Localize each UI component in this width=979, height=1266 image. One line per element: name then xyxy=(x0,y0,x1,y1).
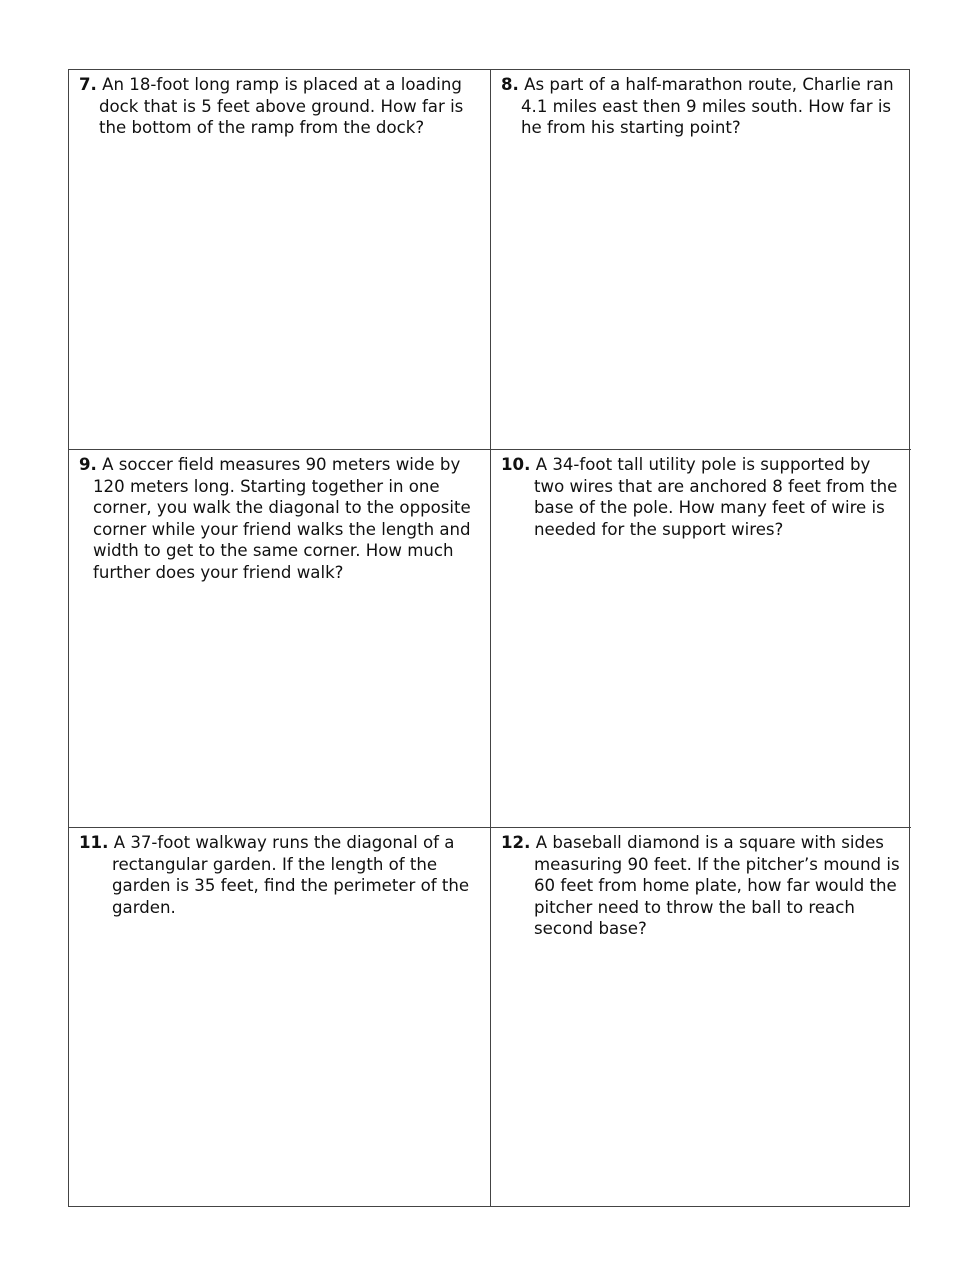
problem-number: 9. xyxy=(79,455,97,474)
problem-text: An 18-foot long ramp is placed at a loading dock that is 5 feet above ground. How far is the bottom of the ramp from the dock? xyxy=(99,75,464,137)
problem-cell-11 xyxy=(69,827,490,1206)
problem-10 xyxy=(501,454,901,540)
problem-12 xyxy=(501,832,901,940)
problem-cell-9 xyxy=(69,449,490,827)
problem-11 xyxy=(79,832,480,918)
problem-cell-8 xyxy=(490,70,911,449)
problem-number: 11. xyxy=(79,833,109,852)
problem-text: As part of a half-marathon route, Charlie ran 4.1 miles east then 9 miles south. How far is he from his starting point? xyxy=(521,75,894,137)
problem-grid xyxy=(68,69,910,1207)
problem-cell-10 xyxy=(490,449,911,827)
problem-7 xyxy=(79,74,480,139)
problem-text: A baseball diamond is a square with sides measuring 90 feet. If the pitcher’s mound is 60 feet from home plate, how far would the pitcher need to throw the ball to reach second base? xyxy=(534,833,900,938)
problem-cell-7 xyxy=(69,70,490,449)
problem-text: A soccer field measures 90 meters wide by 120 meters long. Starting together in one corner, you walk the diagonal to the opposite corner while your friend walks the length and width to get to the same corner. How much further does your friend walk? xyxy=(93,455,471,582)
problem-text: A 37-foot walkway runs the diagonal of a rectangular garden. If the length of the garden is 35 feet, find the perimeter of the garden. xyxy=(112,833,470,917)
problem-number: 7. xyxy=(79,75,97,94)
problem-number: 8. xyxy=(501,75,519,94)
problem-number: 12. xyxy=(501,833,531,852)
problem-8 xyxy=(501,74,901,139)
problem-9 xyxy=(79,454,480,583)
problem-cell-12 xyxy=(490,827,911,1206)
problem-number: 10. xyxy=(501,455,531,474)
problem-text: A 34-foot tall utility pole is supported by two wires that are anchored 8 feet from the base of the pole. How many feet of wire is needed for the support wires? xyxy=(534,455,898,539)
